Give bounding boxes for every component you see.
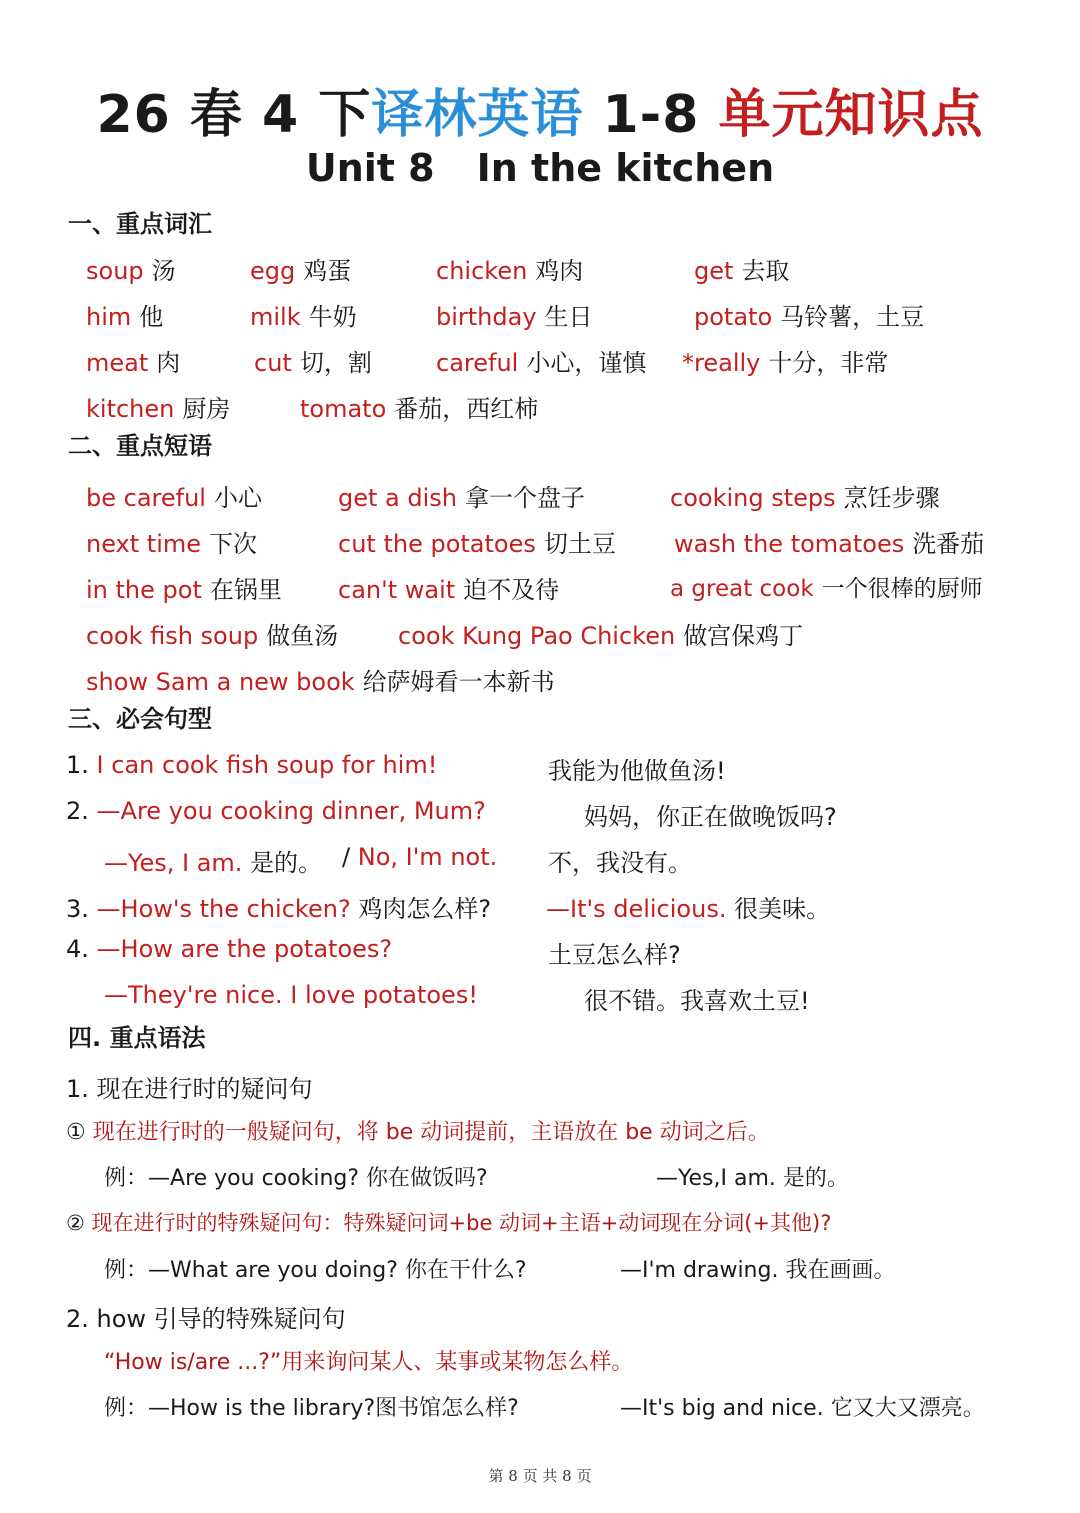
vocab-item: meat 肉 <box>86 349 181 377</box>
sentence-1-translation: 我能为他做鱼汤! <box>548 757 726 785</box>
vocab-item: soup 汤 <box>86 257 176 285</box>
grammar-example-how: 例：—How is the library?图书馆怎么样? <box>104 1396 519 1421</box>
sentence-3-answer: —It's delicious. 很美味。 <box>546 895 831 923</box>
vocab-item: tomato 番茄，西红柿 <box>300 395 539 423</box>
phrase-item: in the pot 在锅里 <box>86 576 282 604</box>
vocab-item: *really 十分，非常 <box>682 349 889 377</box>
vocab-item: get 去取 <box>694 257 790 285</box>
phrase-item: wash the tomatoes 洗番茄 <box>674 530 985 558</box>
section-heading-phrases: 二、重点短语 <box>68 432 212 460</box>
sentence-4-answer: —They're nice. I love potatoes! <box>104 981 478 1009</box>
page-number: 第 8 页 共 8 页 <box>488 1467 592 1485</box>
vocab-item: milk 牛奶 <box>250 303 357 331</box>
section-heading-sentences: 三、必会句型 <box>68 705 212 733</box>
phrase-item: be careful 小心 <box>86 484 262 512</box>
grammar-point-2-title: 2. how 引导的特殊疑问句 <box>66 1305 346 1333</box>
sentence-2-answer-neg-translation: 不，我没有。 <box>548 849 692 877</box>
phrase-item: a great cook 一个很棒的厨师 <box>670 576 983 602</box>
page-title: 26 春 4 下译林英语 1-8 单元知识点 <box>96 85 984 145</box>
grammar-rule-1: ① 现在进行时的一般疑问句，将 be 动词提前，主语放在 be 动词之后。 <box>66 1120 770 1145</box>
phrase-item: show Sam a new book 给萨姆看一本新书 <box>86 668 555 696</box>
vocab-item: cut 切，割 <box>254 349 372 377</box>
grammar-example-1-answer: —Yes,I am. 是的。 <box>656 1166 849 1191</box>
grammar-example-1: 例：—Are you cooking? 你在做饭吗? <box>104 1166 488 1191</box>
grammar-rule-how: “How is/are ...?”用来询问某人、某事或某物怎么样。 <box>104 1350 634 1375</box>
phrase-item: cut the potatoes 切土豆 <box>338 530 616 558</box>
vocab-item: egg 鸡蛋 <box>250 257 352 285</box>
sentence-2-answer: —Yes, I am. 是的。 <box>104 849 323 877</box>
sentence-4-translation: 土豆怎么样? <box>548 941 681 969</box>
phrase-item: cook Kung Pao Chicken 做宫保鸡丁 <box>398 622 804 650</box>
sentence-3: 3. —How's the chicken? 鸡肉怎么样? <box>66 895 492 923</box>
vocab-item: careful 小心，谨慎 <box>436 349 647 377</box>
vocab-item: kitchen 厨房 <box>86 395 231 423</box>
grammar-point-1-title: 1. 现在进行时的疑问句 <box>66 1075 313 1103</box>
section-heading-grammar: 四. 重点语法 <box>68 1024 206 1052</box>
vocab-item: chicken 鸡肉 <box>436 257 584 285</box>
section-heading-vocab: 一、重点词汇 <box>68 210 212 238</box>
vocab-item: potato 马铃薯，土豆 <box>694 303 925 331</box>
sentence-1: 1. I can cook fish soup for him! <box>66 751 438 779</box>
grammar-example-2-answer: —I'm drawing. 我在画画。 <box>620 1258 896 1283</box>
grammar-rule-2: ② 现在进行时的特殊疑问句：特殊疑问词+be 动词+主语+动词现在分词(+其他)? <box>66 1211 832 1235</box>
grammar-example-how-answer: —It's big and nice. 它又大又漂亮。 <box>620 1396 985 1421</box>
phrase-item: next time 下次 <box>86 530 258 558</box>
grammar-example-2: 例：—What are you doing? 你在干什么? <box>104 1258 527 1283</box>
vocab-item: birthday 生日 <box>436 303 593 331</box>
phrase-item: cooking steps 烹饪步骤 <box>670 484 940 512</box>
unit-subtitle: Unit 8 In the kitchen <box>305 146 775 190</box>
sentence-2-translation: 妈妈，你正在做晚饭吗? <box>584 803 837 831</box>
sentence-2-answer-neg: / No, I'm not. <box>342 843 498 871</box>
phrase-item: get a dish 拿一个盘子 <box>338 484 585 512</box>
phrase-item: can't wait 迫不及待 <box>338 576 560 604</box>
phrase-item: cook fish soup 做鱼汤 <box>86 622 339 650</box>
sentence-4-answer-translation: 很不错。我喜欢土豆! <box>584 987 810 1015</box>
sentence-2: 2. —Are you cooking dinner, Mum? <box>66 797 486 825</box>
sentence-4: 4. —How are the potatoes? <box>66 935 393 963</box>
vocab-item: him 他 <box>86 303 164 331</box>
